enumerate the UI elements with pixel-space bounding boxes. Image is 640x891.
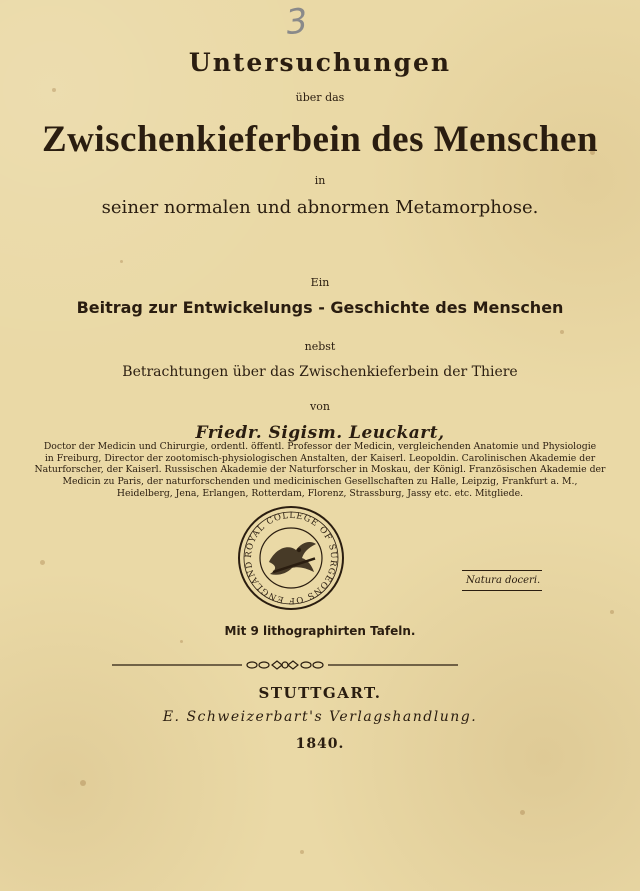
author-credentials	[18, 441, 622, 500]
ornamental-rule	[112, 659, 458, 671]
title-line-4: in	[314, 174, 326, 187]
motto-rule-bottom	[462, 590, 542, 591]
foxing-spot	[120, 260, 123, 263]
subtitle-ein: Ein	[310, 276, 330, 289]
foxing-spot	[180, 640, 183, 643]
plates-note: Mit 9 lithographirten Tafeln.	[224, 624, 416, 638]
eagle-emblem-icon	[269, 542, 316, 575]
credentials-line: in Freiburg, Director der zootomisch-physiologischen Anstalten, der Kaiserl. Leopoldin. Carolinischen Akademie der	[44, 452, 596, 464]
subtitle-betrachtungen: Betrachtungen über das Zwischenkieferbein der Thiere	[122, 364, 518, 380]
main-title: Zwischenkieferbein des Menschen	[41, 119, 599, 160]
credentials-line: Doctor der Medicin und Chirurgie, ordentl. öffentl. Professor der Medicin, vergleichenden Anatomie und Physiologie	[43, 441, 597, 452]
credentials-line: Naturforscher, der Kaiserl. Russischen Akademie der Naturforscher in Moskau, der Königl. Französischen Akademie der	[34, 464, 606, 476]
motto-rule-top	[462, 570, 542, 571]
foxing-spot	[610, 610, 614, 614]
foxing-spot	[300, 850, 304, 854]
stamp-legend: ROYAL COLLEGE OF SURGEONS OF ENGLAND	[243, 510, 339, 606]
pencil-number: 3	[283, 0, 310, 44]
library-stamp	[236, 504, 346, 612]
title-line-1: Untersuchungen	[188, 48, 452, 77]
foxing-spot	[560, 330, 564, 334]
motto: Natura doceri.	[466, 575, 541, 586]
subtitle-nebst: nebst	[304, 340, 336, 353]
credentials-line: Medicin zu Paris, der naturforschenden und medicinischen Gesellschaften zu Halle, Leipzig, Frankfurt a. M.,	[62, 476, 578, 488]
foxing-spot	[80, 780, 86, 786]
subtitle-main: Beitrag zur Entwickelungs - Geschichte des Menschen	[76, 298, 564, 317]
imprint-publisher: E. Schweizerbart's Verlagshandlung.	[162, 709, 478, 725]
imprint-city: STUTTGART.	[258, 684, 382, 702]
title-line-2: über das	[295, 91, 345, 104]
subtitle-von: von	[310, 400, 330, 413]
credentials-line: Heidelberg, Jena, Erlangen, Rotterdam, Florenz, Strassburg, Jassy etc. etc. Mitgliede.	[116, 487, 524, 499]
foxing-spot	[520, 810, 525, 815]
title-line-5: seiner normalen und abnormen Metamorphose.	[101, 197, 539, 218]
author-name: Friedr. Sigism. Leuckart,	[195, 423, 445, 443]
imprint-year: 1840.	[295, 736, 345, 752]
foxing-spot	[40, 560, 45, 565]
